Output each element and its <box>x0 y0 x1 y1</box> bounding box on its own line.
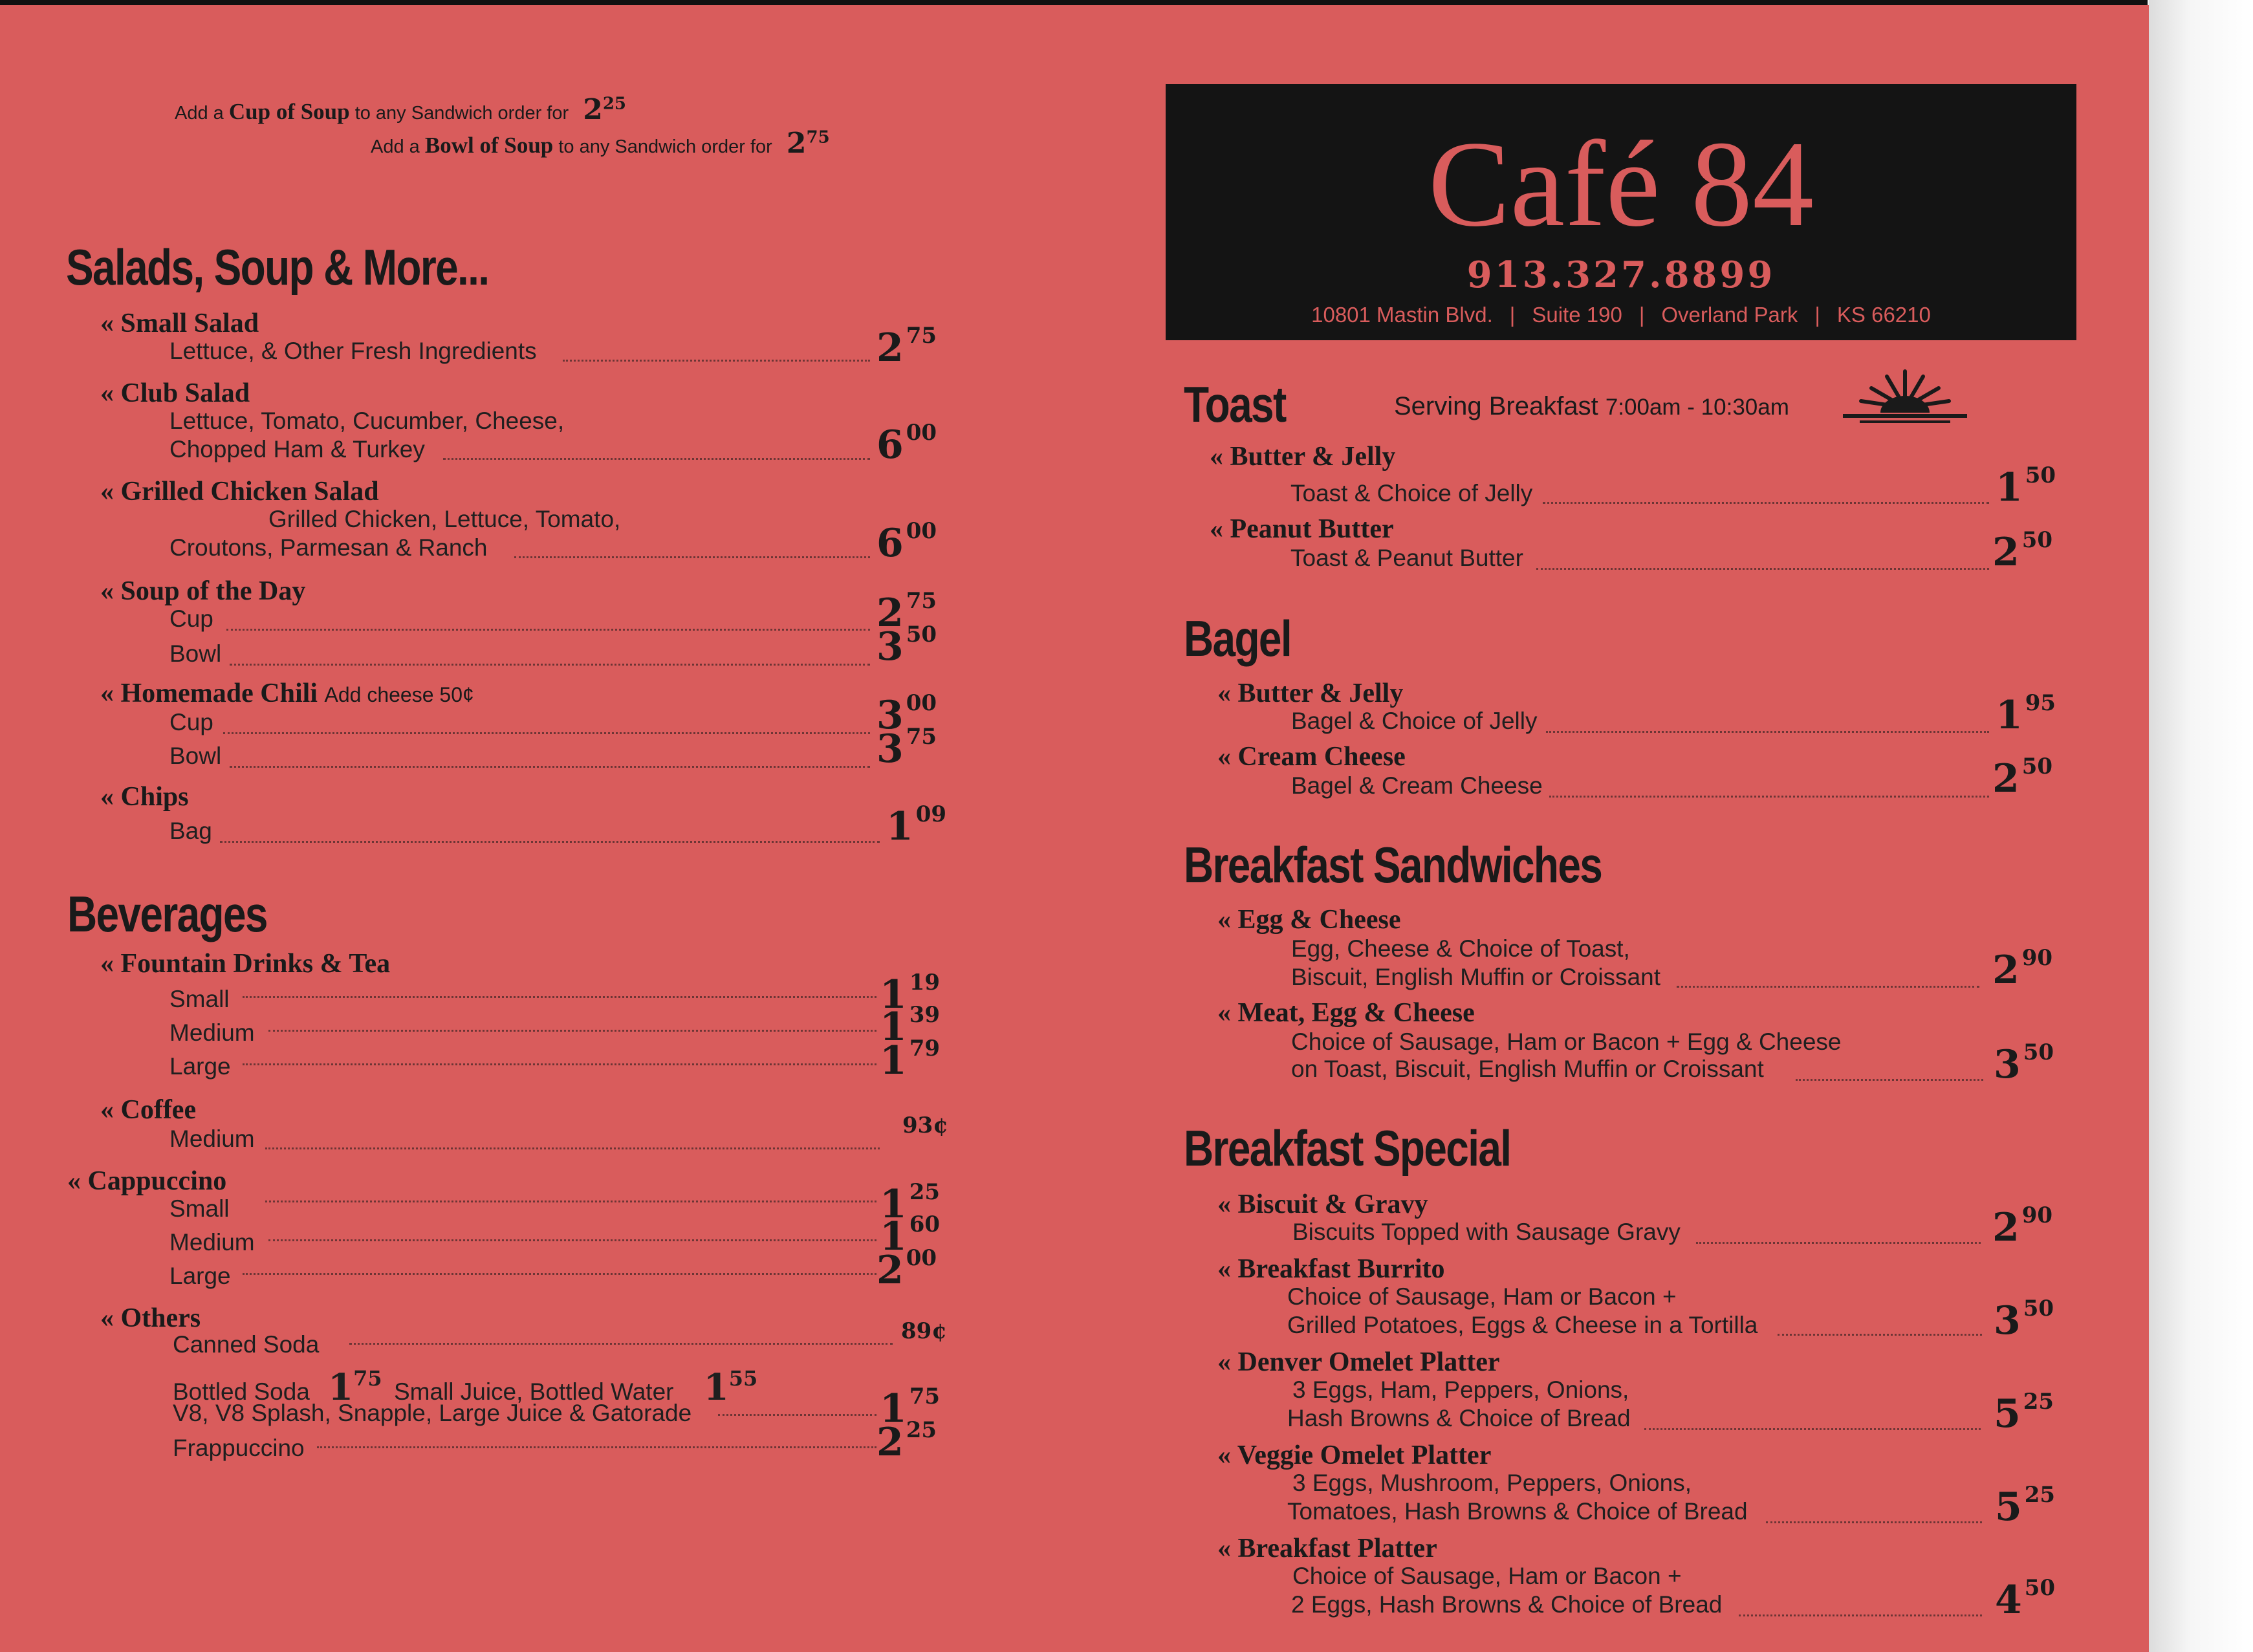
size-label: Large <box>169 1263 231 1289</box>
serving-hours: Serving Breakfast 7:00am - 10:30am <box>1394 392 1789 420</box>
dot-leader <box>220 841 880 843</box>
item-desc: Bagel & Choice of Jelly <box>1291 708 1538 734</box>
section-title-toast: Toast <box>1184 376 1286 433</box>
item-desc: Biscuits Topped with Sausage Gravy <box>1292 1219 1681 1245</box>
dot-leader <box>230 766 870 768</box>
item-price: 1 $^{60}$ <box>880 1212 941 1259</box>
size-label: Cup <box>169 709 213 735</box>
item-price: 1 $^{19}$ <box>880 970 941 1017</box>
dot-leader <box>1644 1428 1981 1430</box>
item-soup-of-the-day: « Soup of the Day <box>100 576 306 606</box>
size-label: Bowl <box>169 743 222 769</box>
dot-leader <box>1677 986 1979 988</box>
item-small-salad: « Small Salad <box>100 309 259 338</box>
bowl-soup-promo <box>371 127 830 160</box>
item-desc: on Toast, Biscuit, English Muffin or Croissant <box>1291 1056 1764 1082</box>
section-title-bagel: Bagel <box>1184 610 1291 667</box>
dot-leader <box>1796 1079 1983 1081</box>
item-desc: Toast & Choice of Jelly <box>1290 480 1533 506</box>
item-price: 2 $^{00}$ <box>876 1245 937 1293</box>
item-desc: Egg, Cheese & Choice of Toast, <box>1291 935 1630 962</box>
dot-leader <box>1739 1614 1982 1616</box>
item-price: 2 $^{50}$ <box>1992 754 2053 801</box>
size-label: Bowl <box>169 640 222 667</box>
item-price: 6 $^{00}$ <box>876 420 937 468</box>
item-price: 89¢ <box>901 1318 947 1344</box>
dot-leader <box>243 996 876 998</box>
section-title-beverages: Beverages <box>67 886 267 942</box>
item-grilled-chicken-salad: « Grilled Chicken Salad <box>100 477 379 506</box>
promo-price: $2^{75}$ <box>786 127 830 160</box>
promo-text: Add a <box>175 103 224 124</box>
item-meat-egg-cheese: « Meat, Egg & Cheese <box>1217 998 1475 1028</box>
menu-page <box>0 5 2149 1652</box>
item-desc: Biscuit, English Muffin or Croissant <box>1291 964 1660 990</box>
dot-leader <box>1696 1242 1981 1244</box>
item-chips: « Chips <box>100 782 189 812</box>
item-price: 1 $^{50}$ <box>1996 462 2056 510</box>
item-veggie-omelet: « Veggie Omelet Platter <box>1217 1440 1492 1470</box>
item-price: 2 $^{75}$ <box>876 323 937 371</box>
sun-icon <box>1840 367 1970 426</box>
item-price: 5 $^{25}$ <box>1994 1389 2054 1437</box>
item-desc: Grilled Chicken, Lettuce, Tomato, <box>268 506 621 532</box>
dot-leader <box>226 629 870 631</box>
section-title-salads: Salads, Soup & More... <box>66 239 489 296</box>
dot-leader <box>243 1063 876 1065</box>
cafe-name: Café 84 <box>1428 116 1814 252</box>
item-bagel-butter-jelly: « Butter & Jelly <box>1217 679 1404 708</box>
dot-leader <box>514 556 870 558</box>
size-label: Large <box>169 1053 231 1080</box>
item-bagel-cream-cheese: « Cream Cheese <box>1217 742 1406 772</box>
item-price: 1 $^{79}$ <box>880 1036 941 1083</box>
item-desc: Bagel & Cream Cheese <box>1291 772 1543 799</box>
promo-text: to any Sandwich order for <box>354 103 569 124</box>
dot-leader <box>563 360 870 362</box>
size-label: Bag <box>169 818 212 844</box>
item-price: 3 $^{50}$ <box>1994 1039 2054 1087</box>
item-desc: Croutons, Parmesan & Ranch <box>169 534 488 561</box>
item-toast-peanut-butter: « Peanut Butter <box>1210 514 1394 544</box>
item-cappuccino: « Cappuccino <box>67 1166 227 1196</box>
dot-leader <box>1549 796 1989 798</box>
promo-bold: Bowl of Soup <box>424 133 554 158</box>
section-title-breakfast-sandwiches: Breakfast Sandwiches <box>1184 836 1602 893</box>
item-club-salad: « Club Salad <box>100 378 250 408</box>
item-price: 3 $^{50}$ <box>876 622 937 669</box>
item-price: 2 $^{90}$ <box>1992 945 2053 993</box>
item-breakfast-burrito: « Breakfast Burrito <box>1217 1254 1445 1284</box>
item-price: 2 $^{90}$ <box>1992 1202 2053 1250</box>
dot-leader <box>265 1201 876 1202</box>
item-desc: Chopped Ham & Turkey <box>169 436 425 462</box>
item-biscuit-gravy: « Biscuit & Gravy <box>1217 1190 1428 1219</box>
cafe-phone: 913.327.8899 <box>1466 254 1776 296</box>
item-egg-cheese: « Egg & Cheese <box>1217 905 1401 935</box>
item-price: 5 $^{25}$ <box>1995 1482 2056 1530</box>
dot-leader <box>317 1446 876 1448</box>
cafe-header <box>1166 84 2076 340</box>
item-fountain-drinks: « Fountain Drinks & Tea <box>100 949 391 979</box>
item-desc: Choice of Sausage, Ham or Bacon + <box>1292 1563 1682 1589</box>
others-line: Canned Soda <box>173 1331 320 1358</box>
item-desc: Tomatoes, Hash Browns & Choice of Bread <box>1287 1498 1748 1525</box>
dot-leader <box>349 1343 893 1345</box>
cafe-address: 10801 Mastin Blvd. | Suite 190 | Overland Park | KS 66210 <box>1311 303 1931 327</box>
item-price: 1 $^{09}$ <box>886 801 947 849</box>
promo-price: $2^{25}$ <box>583 93 627 126</box>
item-homemade-chili: « Homemade Chili Add cheese 50¢ <box>100 679 474 708</box>
size-label: Small <box>169 1195 230 1222</box>
others-line: V8, V8 Splash, Snapple, Large Juice & Gatorade <box>173 1400 692 1426</box>
item-price: 1 $^{95}$ <box>1996 690 2056 738</box>
item-price: 4 $^{50}$ <box>1995 1575 2056 1623</box>
item-others: « Others <box>100 1303 201 1333</box>
dot-leader <box>265 1147 880 1149</box>
others-line: Bottled Soda $1^{75}$ Small Juice, Bottled Water $1^{55}$ <box>173 1366 758 1409</box>
item-price: 1 $^{25}$ <box>880 1179 941 1227</box>
section-title-breakfast-special: Breakfast Special <box>1184 1120 1511 1177</box>
promo-bold: Cup of Soup <box>228 99 350 124</box>
item-toast-butter-jelly: « Butter & Jelly <box>1210 442 1396 472</box>
item-price: 3 $^{00}$ <box>876 690 937 738</box>
dot-leader <box>230 664 870 666</box>
size-label: Medium <box>169 1125 255 1152</box>
size-label: Small <box>169 986 230 1012</box>
others-line: Frappuccino <box>173 1435 305 1461</box>
item-price: 6 $^{00}$ <box>876 518 937 566</box>
size-label: Medium <box>169 1229 255 1255</box>
item-price: 2 $^{25}$ <box>876 1417 937 1465</box>
dot-leader <box>1766 1521 1982 1523</box>
item-coffee: « Coffee <box>100 1095 197 1125</box>
item-price: 2 $^{75}$ <box>876 588 937 636</box>
item-desc: 3 Eggs, Ham, Peppers, Onions, <box>1292 1376 1629 1403</box>
item-desc: Lettuce, Tomato, Cucumber, Cheese, <box>169 408 565 434</box>
item-desc: Toast & Peanut Butter <box>1290 545 1523 571</box>
promo-text: Add a <box>371 136 420 157</box>
item-desc: Hash Browns & Choice of Bread <box>1287 1405 1631 1431</box>
inline-price: $1^{55}$ <box>703 1366 758 1409</box>
item-price: 1 $^{39}$ <box>880 1002 941 1050</box>
inline-price: $1^{75}$ <box>328 1366 382 1409</box>
item-desc: 3 Eggs, Mushroom, Peppers, Onions, <box>1292 1470 1692 1496</box>
item-price: 3 $^{75}$ <box>876 724 937 772</box>
item-breakfast-platter: « Breakfast Platter <box>1217 1534 1437 1563</box>
promo-text: to any Sandwich order for <box>558 136 772 157</box>
item-price: 93¢ <box>902 1113 948 1138</box>
dot-leader <box>718 1414 876 1416</box>
dot-leader <box>1546 731 1989 733</box>
dot-leader <box>1543 502 1989 504</box>
item-desc: Choice of Sausage, Ham or Bacon + Egg & Cheese <box>1291 1028 1842 1055</box>
item-desc: Grilled Potatoes, Eggs & Cheese in a Tortilla <box>1287 1312 1758 1338</box>
item-desc: Lettuce, & Other Fresh Ingredients <box>169 338 537 364</box>
dot-leader <box>268 1030 876 1032</box>
dot-leader <box>268 1239 876 1241</box>
dot-leader <box>223 732 870 734</box>
item-price: 3 $^{50}$ <box>1994 1296 2054 1343</box>
dot-leader <box>1778 1334 1982 1336</box>
size-label: Cup <box>169 605 213 632</box>
item-desc: Choice of Sausage, Ham or Bacon + <box>1287 1283 1677 1310</box>
dot-leader <box>1536 568 1989 570</box>
dot-leader <box>243 1273 876 1275</box>
dot-leader <box>443 458 870 460</box>
item-price: 2 $^{50}$ <box>1992 527 2053 575</box>
item-desc: 2 Eggs, Hash Browns & Choice of Bread <box>1291 1591 1723 1618</box>
page-shadow <box>2149 0 2253 1652</box>
item-denver-omelet: « Denver Omelet Platter <box>1217 1347 1500 1377</box>
chili-note: Add cheese 50¢ <box>324 683 474 706</box>
cup-soup-promo <box>175 93 626 126</box>
item-price: 1 $^{75}$ <box>880 1384 941 1431</box>
size-label: Medium <box>169 1019 255 1046</box>
